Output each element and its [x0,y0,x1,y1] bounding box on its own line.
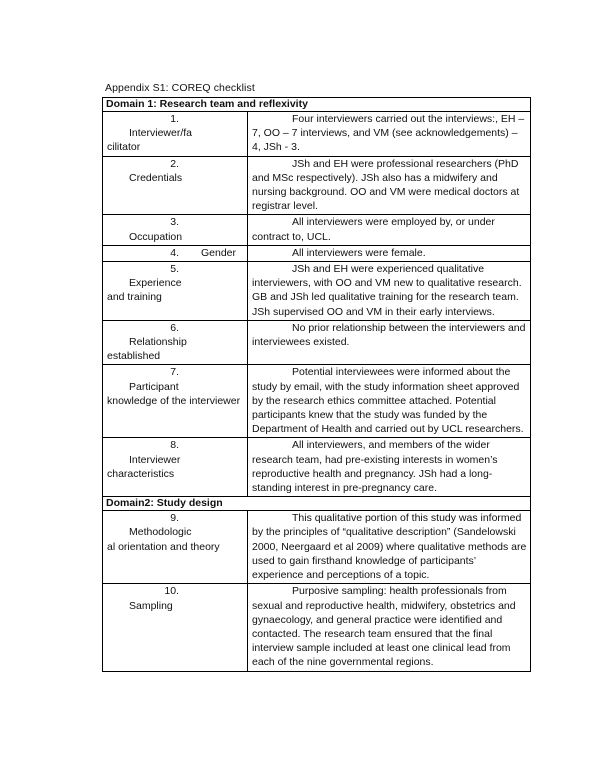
item-label: Relationship [129,336,187,349]
item-label-continuation: cilitator [107,141,141,154]
item-label: Sampling [129,599,173,612]
item-number: 2. [170,157,179,170]
item-answer: JSh and EH were professional researchers (PhD and MSc respectively). JSh also has a midwifery and nursing background. OO and VM were medical doctors at registrar level. [248,156,531,215]
item-answer: No prior relationship between the interviewers and interviewees existed. [248,320,531,365]
item-label-continuation: al orientation and theory [107,540,220,553]
item-label: Interviewer/fa [129,127,193,140]
item-label: Interviewer [129,453,181,466]
domain-title: Domain2: Study design [103,497,531,511]
checklist-row [103,112,531,157]
item-cell [103,156,248,215]
item-answer: All interviewers were female. [248,245,531,261]
item-cell [103,262,248,321]
coreq-checklist-table [102,97,531,672]
item-label-continuation: knowledge of the interviewer [107,394,241,407]
item-cell [103,438,248,497]
item-number: 10. [164,585,179,598]
checklist-row [103,511,531,584]
item-label: Gender [201,246,237,259]
document-caption: Appendix S1: COREQ checklist [105,82,255,94]
item-cell [103,584,248,671]
item-answer: Purposive sampling: health professionals from sexual and reproductive health, midwifery, obstetrics and gynaecology, and general practice were identified and contacted. The research team ensured that the final interview sample included at least one clinical lead from each of the nine governmental regions. [248,584,531,671]
item-label: Credentials [129,171,183,184]
item-number: 1. [170,113,179,125]
item-number: 7. [170,366,179,379]
item-label: Participant [129,380,179,393]
checklist-row [103,215,531,245]
domain-title: Domain 1: Research team and reflexivity [103,98,531,112]
checklist-row [103,584,531,671]
checklist-row [103,320,531,365]
checklist-row [103,156,531,215]
checklist-row [103,262,531,321]
checklist-row [103,245,531,261]
item-answer: Four interviewers carried out the interviews:, EH – 7, OO – 7 interviews, and VM (see acknowledgements) – 4, JSh - 3. [248,112,531,157]
item-label: Occupation [129,230,183,243]
item-answer: All interviewers were employed by, or under contract to, UCL. [248,215,531,245]
item-answer: This qualitative portion of this study was informed by the principles of “qualitative description” (Sandelowski 2000, Neergaard et al 2009) where qualitative methods are used to gain firsthand knowledge of participants’ experience and perceptions of a topic. [248,511,531,584]
item-number: 8. [170,439,179,452]
checklist-row [103,438,531,497]
item-number: 3. [170,216,179,229]
item-answer: Potential interviewees were informed about the study by email, with the study information sheet approved by the research ethics committee attached. Potential participants knew that the study was funded by the Department of Health and carried out by UCL researchers. [248,365,531,438]
item-cell [103,320,248,365]
domain-header-row [103,497,531,511]
item-label: Methodologic [129,526,192,539]
item-label-continuation: characteristics [107,467,175,480]
item-label: Experience [129,277,182,290]
item-number: 4. [170,246,179,259]
item-cell [103,245,248,261]
item-cell [103,112,248,157]
item-answer: All interviewers, and members of the wider research team, had pre-existing interests in women’s reproductive health and pregnancy. JSh had a long-standing interest in pre-pregnancy care. [248,438,531,497]
item-label-continuation: established [107,350,161,363]
item-number: 9. [170,512,179,525]
item-number: 5. [170,263,179,276]
item-cell [103,365,248,438]
item-answer: JSh and EH were experienced qualitative interviewers, with OO and VM new to qualitative research. GB and JSh led qualitative training for the research team. JSh supervised OO and VM in their early interviews. [248,262,531,321]
domain-header-row [103,98,531,112]
item-cell [103,215,248,245]
item-number: 6. [170,321,179,334]
checklist-row [103,365,531,438]
item-label-continuation: and training [107,291,162,304]
item-cell [103,511,248,584]
